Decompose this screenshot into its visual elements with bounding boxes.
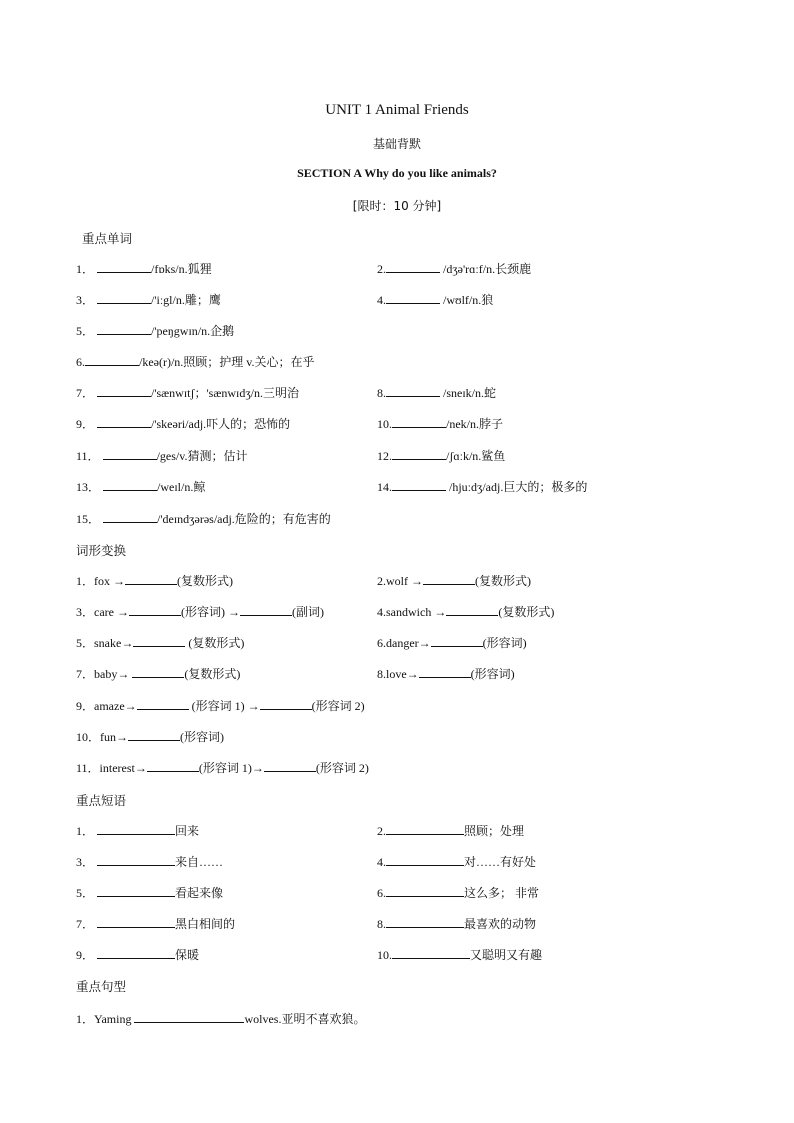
item-text: /'skeəri/adj.吓人的；恐怖的 bbox=[151, 417, 291, 431]
answer-blank[interactable] bbox=[386, 913, 464, 928]
word-form-item bbox=[76, 695, 365, 716]
answer-blank[interactable] bbox=[103, 476, 157, 491]
item-text: 3． bbox=[76, 293, 95, 307]
answer-blank[interactable] bbox=[97, 851, 175, 866]
item-text: 回来 bbox=[175, 824, 200, 838]
page-title: UNIT 1 Animal Friends bbox=[325, 102, 469, 118]
item-text: 7．baby→ bbox=[76, 667, 133, 681]
answer-blank[interactable] bbox=[423, 570, 475, 585]
item-text: (形容词) bbox=[470, 667, 515, 681]
phrase-item bbox=[377, 913, 536, 934]
answer-blank[interactable] bbox=[103, 445, 157, 460]
item-text: 10．fun→ bbox=[76, 730, 128, 744]
word-item bbox=[377, 289, 493, 310]
answer-blank[interactable] bbox=[85, 351, 139, 366]
item-text: (副词) bbox=[291, 605, 324, 619]
answer-blank[interactable] bbox=[392, 476, 446, 491]
item-text: 1．fox → bbox=[76, 574, 125, 588]
word-item bbox=[377, 476, 587, 497]
answer-blank[interactable] bbox=[132, 663, 184, 678]
phrase-item bbox=[76, 851, 223, 872]
answer-blank[interactable] bbox=[97, 820, 175, 835]
item-text: (复数形式) bbox=[498, 605, 555, 619]
word-item bbox=[377, 382, 496, 403]
item-text: wolves.亚明不喜欢狼。 bbox=[244, 1012, 366, 1026]
heading-key-words: 重点单词 bbox=[82, 231, 133, 246]
time-limit: [限时：10 分钟] bbox=[352, 199, 442, 213]
phrase-item bbox=[76, 820, 199, 841]
heading-key-phrases: 重点短语 bbox=[76, 793, 127, 808]
item-text: 4. bbox=[377, 855, 386, 869]
item-text: (复数形式) bbox=[475, 574, 531, 588]
heading-word-forms: 词形变换 bbox=[76, 543, 127, 558]
answer-blank[interactable] bbox=[260, 695, 312, 710]
item-text: /nek/n.脖子 bbox=[446, 417, 503, 431]
item-text: 15． bbox=[76, 512, 101, 526]
answer-blank[interactable] bbox=[392, 445, 446, 460]
answer-blank[interactable] bbox=[386, 289, 440, 304]
item-text: 5． bbox=[76, 324, 95, 338]
item-text: 6. bbox=[377, 886, 386, 900]
item-text: 4. bbox=[377, 293, 386, 307]
answer-blank[interactable] bbox=[125, 570, 177, 585]
word-item bbox=[76, 320, 234, 341]
item-text: 9． bbox=[76, 948, 95, 962]
item-text: 11．interest→ bbox=[76, 761, 147, 775]
item-text: 来自…… bbox=[175, 855, 224, 869]
answer-blank[interactable] bbox=[97, 413, 151, 428]
phrase-item bbox=[76, 913, 235, 934]
answer-blank[interactable] bbox=[103, 508, 157, 523]
answer-blank[interactable] bbox=[128, 726, 180, 741]
item-text: /'peŋgwɪn/n.企鹅 bbox=[151, 324, 235, 338]
item-text: 7． bbox=[76, 386, 95, 400]
answer-blank[interactable] bbox=[97, 320, 151, 335]
word-form-item bbox=[76, 570, 233, 591]
word-item bbox=[377, 258, 531, 279]
answer-blank[interactable] bbox=[97, 382, 151, 397]
word-item bbox=[76, 445, 247, 466]
answer-blank[interactable] bbox=[392, 944, 470, 959]
item-text: /ʃɑːk/n.鲨鱼 bbox=[446, 449, 506, 463]
word-item bbox=[377, 413, 503, 434]
item-text: 1． bbox=[76, 262, 95, 276]
word-item bbox=[76, 476, 205, 497]
phrase-item bbox=[377, 820, 524, 841]
item-text: 13． bbox=[76, 480, 101, 494]
item-text: 5．snake→ bbox=[76, 636, 134, 650]
phrase-item bbox=[377, 851, 536, 872]
word-item bbox=[76, 413, 290, 434]
item-text: /weɪl/n.鲸 bbox=[157, 480, 206, 494]
item-text: (形容词) bbox=[482, 636, 527, 650]
answer-blank[interactable] bbox=[386, 851, 464, 866]
answer-blank[interactable] bbox=[386, 258, 440, 273]
item-text: /'iːgl/n.雕；鹰 bbox=[151, 293, 221, 307]
word-form-item bbox=[377, 570, 531, 591]
item-text: 这么多； 非常 bbox=[464, 886, 540, 900]
item-text: 3．care → bbox=[76, 605, 129, 619]
item-text: 照顾；处理 bbox=[464, 824, 525, 838]
word-form-item bbox=[76, 632, 244, 653]
answer-blank[interactable] bbox=[97, 289, 151, 304]
item-text: 10. bbox=[377, 417, 392, 431]
phrase-item bbox=[377, 944, 542, 965]
item-text: 9．amaze→ bbox=[76, 699, 137, 713]
item-text: 7． bbox=[76, 917, 95, 931]
answer-blank[interactable] bbox=[240, 601, 292, 616]
sentence-item bbox=[76, 1008, 365, 1029]
answer-blank[interactable] bbox=[431, 632, 483, 647]
item-text: /ges/v.猜测；估计 bbox=[156, 449, 248, 463]
answer-blank[interactable] bbox=[386, 382, 440, 397]
answer-blank[interactable] bbox=[97, 913, 175, 928]
item-text: /fɒks/n.狐狸 bbox=[151, 262, 212, 276]
answer-blank[interactable] bbox=[133, 632, 185, 647]
answer-blank[interactable] bbox=[147, 757, 199, 772]
item-text: (形容词 1) → bbox=[188, 699, 260, 713]
item-text: (形容词) → bbox=[180, 605, 240, 619]
item-text: 3． bbox=[76, 855, 95, 869]
section-title: SECTION A Why do you like animals? bbox=[297, 166, 497, 180]
answer-blank[interactable] bbox=[386, 820, 464, 835]
word-form-item bbox=[76, 663, 240, 684]
item-text: /sneɪk/n.蛇 bbox=[440, 386, 496, 400]
answer-blank[interactable] bbox=[264, 757, 316, 772]
word-form-item bbox=[377, 663, 515, 684]
item-text: 1．Yaming bbox=[76, 1012, 135, 1026]
item-text: (形容词 2) bbox=[315, 761, 369, 775]
item-text: 最喜欢的动物 bbox=[464, 917, 537, 931]
phrase-item bbox=[76, 882, 223, 903]
item-text: 4.sandwich → bbox=[377, 605, 447, 619]
answer-blank[interactable] bbox=[134, 1008, 244, 1023]
phrase-item bbox=[76, 944, 199, 965]
item-text: 8. bbox=[377, 917, 386, 931]
answer-blank[interactable] bbox=[97, 944, 175, 959]
item-text: (复数形式) bbox=[177, 574, 233, 588]
item-text: 又聪明又有趣 bbox=[470, 948, 543, 962]
item-text: 5． bbox=[76, 886, 95, 900]
word-item bbox=[377, 445, 505, 466]
answer-blank[interactable] bbox=[97, 258, 151, 273]
item-text: (形容词) bbox=[180, 730, 224, 744]
page-subtitle: 基础背默 bbox=[372, 137, 421, 151]
answer-blank[interactable] bbox=[392, 413, 446, 428]
item-text: (复数形式) bbox=[184, 667, 241, 681]
word-form-item bbox=[76, 757, 369, 778]
item-text: /'sænwɪtʃ；'sænwɪdʒ/n.三明治 bbox=[151, 386, 300, 400]
answer-blank[interactable] bbox=[137, 695, 189, 710]
word-item bbox=[76, 508, 331, 529]
item-text: 14. bbox=[377, 480, 392, 494]
answer-blank[interactable] bbox=[419, 663, 471, 678]
item-text: 对……有好处 bbox=[464, 855, 537, 869]
item-text: 2. bbox=[377, 824, 386, 838]
phrase-item bbox=[377, 882, 539, 903]
word-form-item bbox=[76, 601, 324, 622]
item-text: (形容词 1)→ bbox=[198, 761, 264, 775]
item-text: /keə(r)/n.照顾；护理 v.关心；在乎 bbox=[139, 355, 315, 369]
word-form-item bbox=[377, 601, 554, 622]
item-text: 1． bbox=[76, 824, 95, 838]
heading-key-sentences: 重点句型 bbox=[76, 979, 127, 994]
answer-blank[interactable] bbox=[129, 601, 181, 616]
answer-blank[interactable] bbox=[386, 882, 464, 897]
item-text: /'deɪndʒərəs/adj.危险的；有危害的 bbox=[157, 512, 331, 526]
item-text: 6.danger→ bbox=[377, 636, 431, 650]
item-text: 黑白相间的 bbox=[175, 917, 236, 931]
item-text: 12. bbox=[377, 449, 392, 463]
word-item bbox=[76, 289, 221, 310]
item-text: 2. bbox=[377, 262, 386, 276]
word-form-item bbox=[377, 632, 527, 653]
answer-blank[interactable] bbox=[446, 601, 498, 616]
item-text: 2.wolf → bbox=[377, 574, 423, 588]
item-text: /wʊlf/n.狼 bbox=[440, 293, 494, 307]
item-text: 11． bbox=[76, 449, 100, 463]
item-text: 8. bbox=[377, 386, 386, 400]
word-form-item bbox=[76, 726, 224, 747]
item-text: 看起来像 bbox=[175, 886, 224, 900]
word-item bbox=[76, 258, 212, 279]
word-item bbox=[76, 351, 315, 372]
item-text: 保暖 bbox=[175, 948, 200, 962]
item-text: 10. bbox=[377, 948, 392, 962]
word-item bbox=[76, 382, 299, 403]
item-text: /hjuːdʒ/adj.巨大的；极多的 bbox=[446, 480, 588, 494]
item-text: 8.love→ bbox=[377, 667, 419, 681]
item-text: /dʒə'rɑːf/n.长颈鹿 bbox=[440, 262, 532, 276]
item-text: (形容词 2) bbox=[311, 699, 365, 713]
item-text: (复数形式) bbox=[185, 636, 245, 650]
item-text: 9． bbox=[76, 417, 95, 431]
item-text: 6. bbox=[76, 355, 85, 369]
answer-blank[interactable] bbox=[97, 882, 175, 897]
